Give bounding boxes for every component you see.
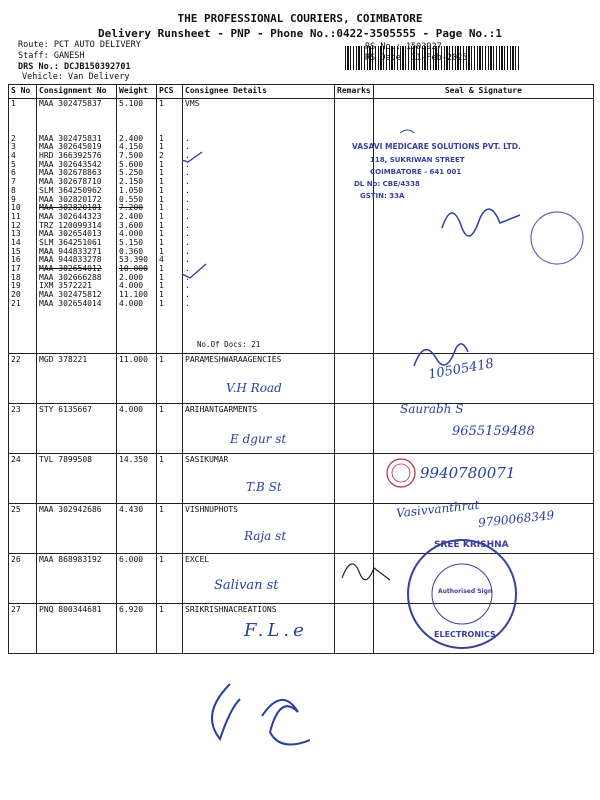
handwritten-phone: 9790068349 [477, 508, 555, 530]
weight-cell: 0.360 [119, 246, 144, 256]
weight-cell: 4.000 [119, 229, 144, 239]
dot-placeholder: . [185, 298, 190, 308]
docs-count: No.Of Docs: 21 [197, 340, 261, 349]
consignment-cell: STY 6135667 [37, 404, 117, 454]
pcs-cell: 1 [159, 281, 164, 291]
staff-info: Staff: GANESH [18, 51, 85, 61]
consignment-cell: MAA 302666288 [39, 272, 102, 282]
consignment-cell: SLM 364251061 [39, 237, 102, 247]
weight-cell: 4.000 [117, 404, 157, 454]
table-header [9, 85, 594, 99]
weight-cell: 2.000 [119, 272, 144, 282]
weight-cell: 4.000 [119, 281, 144, 291]
col-weight: Weight [117, 85, 157, 99]
sno-cell: 17 [11, 264, 21, 273]
weight-cell: 7.200 [119, 203, 144, 213]
pcs-cell: 1 [157, 504, 183, 554]
pcs-cell: 1 [159, 264, 164, 273]
handwritten-phone: 9940780071 [420, 464, 516, 482]
sno-cell: 10 [11, 203, 21, 213]
handwritten-street: V.H Road [226, 381, 282, 395]
consignment-cell: MAA 302654013 [39, 229, 102, 239]
handwritten-street: T.B St [246, 480, 282, 494]
rs-date: RS Date: 11-Feb-2025 [365, 53, 468, 63]
consignment-cell: MAA 944833278 [39, 255, 102, 265]
dot-placeholder: . [185, 194, 190, 204]
consignment-cell: MAA 302475837 [39, 99, 102, 108]
weight-cell: 3.600 [119, 220, 144, 230]
weight-cell: 11.100 [119, 290, 148, 300]
pcs-cell: 2 [159, 151, 164, 161]
sree-krishna-stamp: SREE KRISHNA ELECTRONICS Authorised Sign [404, 536, 520, 652]
pcs-cell: 1 [159, 272, 164, 282]
dot-placeholder: . [185, 177, 190, 187]
handwritten-street: E dgur st [230, 432, 287, 446]
dot-placeholder: . [185, 211, 190, 221]
dot-placeholder: . [185, 255, 190, 265]
sno-cell: 26 [9, 554, 37, 604]
sno-cell: 6 [11, 168, 16, 178]
sno-cell: 4 [11, 151, 16, 161]
pcs-cell: 1 [157, 604, 183, 654]
dot-placeholder: . [185, 246, 190, 256]
pcs-cell: 1 [159, 211, 164, 221]
consignment-cell: HRD 366392576 [39, 151, 102, 161]
pcs-cell: 1 [159, 142, 164, 152]
pcs-cell: 1 [159, 220, 164, 230]
sno-cell: 13 [11, 229, 21, 239]
consignment-cell: TVL 7899508 [37, 454, 117, 504]
col-sno: S No [9, 85, 37, 99]
weight-cell: 4.000 [119, 298, 144, 308]
consignment-cell: TRZ 120099314 [39, 220, 102, 230]
handwritten-street: Salivan st [214, 578, 279, 593]
table-row [9, 554, 594, 604]
sno-cell: 8 [11, 185, 16, 195]
col-remarks: Remarks [335, 85, 374, 99]
col-consignment: Consignment No [37, 85, 117, 99]
vasavi-stamp: VASAVI MEDICARE SOLUTIONS PVT. LTD. 118, SUKRIWAN STREET COIMBATORE - 641 001 DL No: CBE/4338 GSTIN: 33A [352, 128, 592, 268]
col-seal: Seal & Signature [373, 85, 593, 99]
consignee-cell: ARIHANTGARMENTS [183, 404, 335, 454]
table-row [9, 99, 594, 354]
weight-cell: 1.050 [119, 185, 144, 195]
dot-placeholder: . [185, 220, 190, 230]
weight-cell: 2.400 [119, 133, 144, 143]
consignment-cell: MAA 302678863 [39, 168, 102, 178]
pcs-cell: 4 [159, 255, 164, 265]
col-pcs: PCS [157, 85, 183, 99]
sno-cell: 12 [11, 220, 21, 230]
consignment-cell: MAA 944833271 [39, 246, 102, 256]
weight-cell: 10.000 [119, 264, 148, 273]
dot-placeholder: . [185, 151, 190, 161]
dot-placeholder: . [185, 203, 190, 213]
consignee-cell: SASIKUMAR [183, 454, 335, 504]
sno-cell: 7 [11, 177, 16, 187]
sno-cell: 16 [11, 255, 21, 265]
consignment-cell: IXM 3572221 [39, 281, 92, 291]
pcs-cell: 1 [157, 404, 183, 454]
weight-cell: 11.000 [117, 354, 157, 404]
runsheet-subtitle: Delivery Runsheet - PNP - Phone No.:0422-3505555 - Page No.:1 [98, 27, 502, 40]
consignment-cell: MAA 302678710 [39, 177, 102, 187]
sno-cell: 27 [9, 604, 37, 654]
consignment-cell: MAA 302942686 [37, 504, 117, 554]
dot-placeholder: . [185, 159, 190, 169]
consignment-cell: PNQ 800344681 [37, 604, 117, 654]
consignment-cell: MAA 302643542 [39, 159, 102, 169]
consignment-cell: MAA 302645019 [39, 142, 102, 152]
weight-cell: 5.150 [119, 237, 144, 247]
dot-placeholder: . [185, 142, 190, 152]
dot-placeholder: . [185, 185, 190, 195]
runsheet-table [8, 84, 594, 654]
consignment-cell: MAA 868983192 [37, 554, 117, 604]
col-consignee: Consignee Details [183, 85, 335, 99]
consignment-cell: MAA 302654012 [39, 264, 102, 273]
weight-cell: 14.350 [117, 454, 157, 504]
consignee-cell: SRIKRISHNACREATIONS [183, 604, 335, 654]
dot-placeholder: . [185, 264, 190, 273]
weight-cell: 0.550 [119, 194, 144, 204]
consignment-cell: MAA 302820172 [39, 194, 102, 204]
sno-cell: 22 [9, 354, 37, 404]
pcs-cell: 1 [159, 159, 164, 169]
weight-cell: 4.430 [117, 504, 157, 554]
handwritten-street: F.L.e [244, 620, 308, 641]
rs-number: RS No.: 1503927 [365, 42, 442, 52]
weight-cell: 6.920 [117, 604, 157, 654]
handwritten-phone: 9655159488 [452, 424, 535, 439]
weight-cell: 7.500 [119, 151, 144, 161]
consignment-cell: MGD 378221 [37, 354, 117, 404]
pcs-cell: 1 [159, 133, 164, 143]
sno-cell: 23 [9, 404, 37, 454]
weight-cell: 2.400 [119, 211, 144, 221]
consignee-cell: VISHNUPHOTS [183, 504, 335, 554]
handwritten-name: Vasivvanthrat [395, 497, 480, 521]
pcs-cell: 1 [157, 354, 183, 404]
weight-cell: 5.250 [119, 168, 144, 178]
bottom-signature [200, 676, 310, 746]
pcs-cell: 1 [159, 185, 164, 195]
sno-cell: 14 [11, 237, 21, 247]
consignee-cell: VMS [185, 99, 200, 108]
pcs-cell: 1 [159, 194, 164, 204]
pcs-cell: 1 [157, 454, 183, 504]
vehicle-info: Vehicle: Van Delivery [22, 72, 130, 82]
dot-placeholder: . [185, 290, 190, 300]
sno-cell: 9 [11, 194, 16, 204]
pcs-cell: 1 [157, 554, 183, 604]
pcs-cell: 1 [159, 168, 164, 178]
dot-placeholder: . [185, 237, 190, 247]
pcs-cell: 1 [159, 229, 164, 239]
sno-cell: 1 [11, 99, 16, 108]
consignment-cell: SLM 364250962 [39, 185, 102, 195]
handwritten-phone: 10505418 [427, 356, 495, 383]
pcs-cell: 1 [159, 246, 164, 256]
pcs-cell: 1 [159, 290, 164, 300]
sno-cell: 25 [9, 504, 37, 554]
consignee-cell: PARAMESHWARAAGENCIES [183, 354, 335, 404]
weight-cell: 4.150 [119, 142, 144, 152]
consignment-cell: MAA 302644323 [39, 211, 102, 221]
route-info: Route: PCT AUTO DELIVERY [18, 40, 141, 50]
sno-cell: 5 [11, 159, 16, 169]
weight-cell: 2.150 [119, 177, 144, 187]
pcs-cell: 1 [159, 203, 164, 213]
dot-placeholder: . [185, 272, 190, 282]
dot-placeholder: . [185, 229, 190, 239]
weight-cell: 5.600 [119, 159, 144, 169]
pcs-cell: 1 [159, 298, 164, 308]
sno-cell: 21 [11, 298, 21, 308]
weight-cell: 5.100 [119, 99, 144, 108]
sno-cell: 18 [11, 272, 21, 282]
dot-placeholder: . [185, 168, 190, 178]
table-row [9, 504, 594, 554]
drs-info: DRS No.: DCJB150392701 [18, 62, 131, 72]
sno-cell: 11 [11, 211, 21, 221]
consignment-cell: MAA 302820101 [39, 203, 102, 213]
handwritten-street: Raja st [244, 529, 287, 543]
sno-cell: 20 [11, 290, 21, 300]
dot-placeholder: . [185, 133, 190, 143]
sno-cell: 15 [11, 246, 21, 256]
sno-cell: 3 [11, 142, 16, 152]
dot-placeholder: . [185, 281, 190, 291]
pcs-cell: 1 [159, 99, 164, 108]
weight-cell: 6.000 [117, 554, 157, 604]
handwritten-name: Saurabh S [400, 402, 464, 416]
sno-cell: 24 [9, 454, 37, 504]
consignment-cell: MAA 302654014 [39, 298, 102, 308]
company-title: THE PROFESSIONAL COURIERS, COIMBATORE [177, 12, 423, 25]
sno-cell: 2 [11, 133, 16, 143]
consignment-cell: MAA 302475812 [39, 290, 102, 300]
weight-cell: 53.390 [119, 255, 148, 265]
table-row [9, 354, 594, 404]
pcs-cell: 1 [159, 177, 164, 187]
consignee-cell: EXCEL [183, 554, 335, 604]
sno-cell: 19 [11, 281, 21, 291]
consignment-cell: MAA 302475831 [39, 133, 102, 143]
pcs-cell: 1 [159, 237, 164, 247]
